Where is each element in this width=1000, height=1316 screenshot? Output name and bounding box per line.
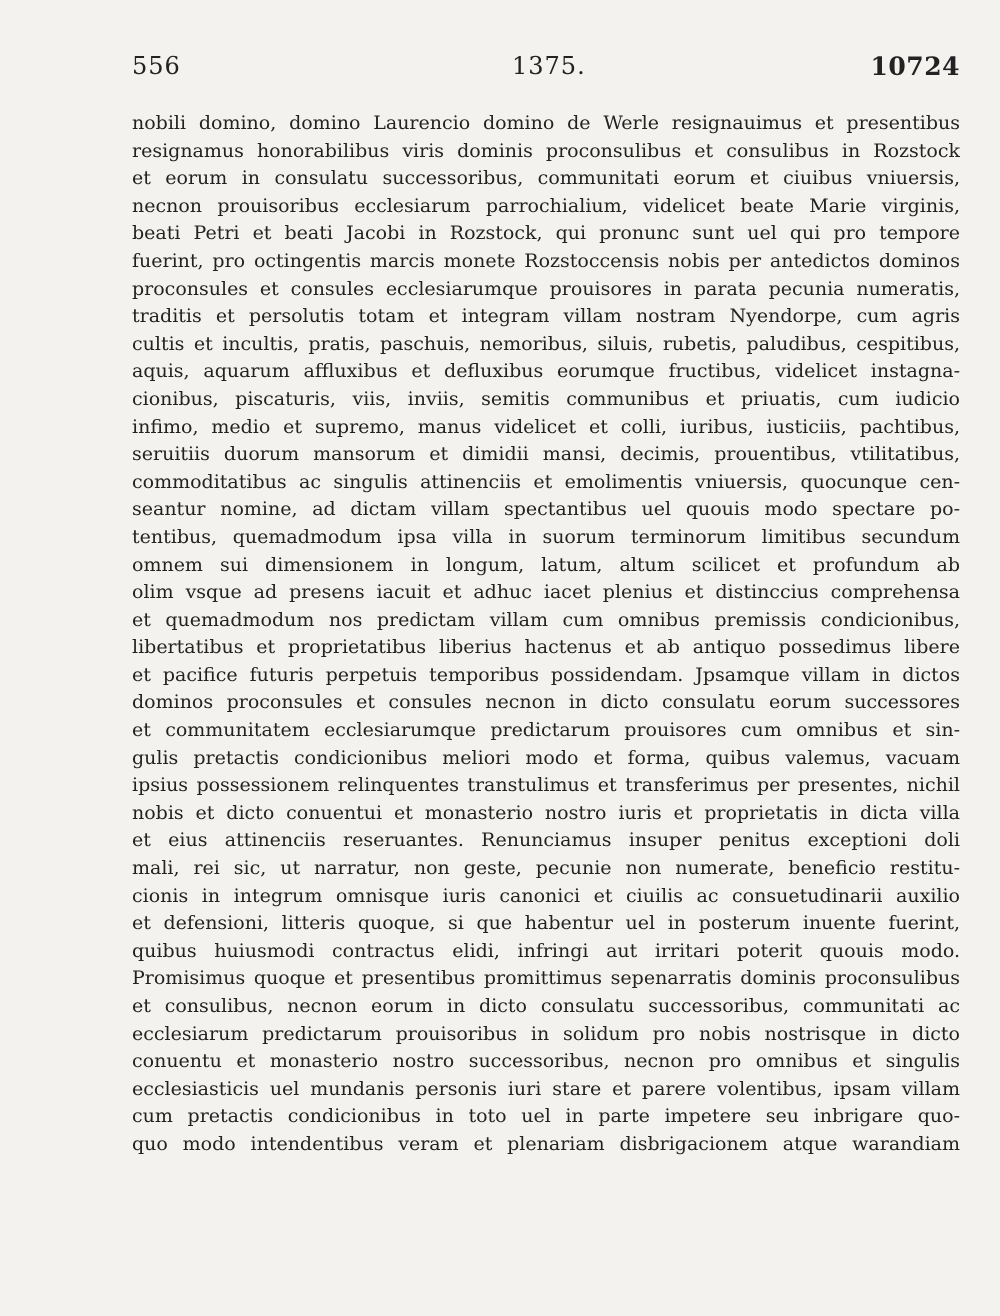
text-line: tentibus, quemadmodum ipsa villa in suorum terminorum limitibus secundum [132,525,960,548]
text-line: et communitatem ecclesiarumque predictarum prouisores cum omnibus et sin- [132,719,960,742]
text-line: conuentu et monasterio nostro successoribus, necnon pro omnibus et singulis [132,1050,960,1073]
text-line: fuerint, pro octingentis marcis monete Rozstoccensis nobis per antedictos dominos [132,249,960,272]
text-line: infimo, medio et supremo, manus videlicet et colli, iuribus, iusticiis, pachtibus, [132,415,960,438]
text-line: dominos proconsules et consules necnon in dicto consulatu eorum successores [132,691,960,714]
text-line: seantur nomine, ad dictam villam spectantibus uel quouis modo spectare po- [132,498,960,521]
text-line: cum pretactis condicionibus in toto uel in parte impetere seu inbrigare quo- [132,1105,960,1128]
text-line: olim vsque ad presens iacuit et adhuc iacet plenius et distinccius comprehensa [132,581,960,604]
text-line: gulis pretactis condicionibus meliori modo et forma, quibus valemus, vacuam [132,746,960,769]
page-number: 556 [132,52,181,80]
text-line: omnem sui dimensionem in longum, latum, altum scilicet et profundum ab [132,553,960,576]
text-line: necnon prouisoribus ecclesiarum parrochialium, videlicet beate Marie virginis, [132,194,960,217]
text-line: ecclesiarum predictarum prouisoribus in solidum pro nobis nostrisque in dicto [132,1022,960,1045]
text-line: mali, rei sic, ut narratur, non geste, pecunie non numerate, beneficio restitu- [132,857,960,880]
text-line: et consulibus, necnon eorum in dicto consulatu successoribus, communitati ac [132,995,960,1017]
text-line: nobili domino, domino Laurencio domino de Werle resignauimus et presentibus [132,112,960,134]
text-line: nobis et dicto conuentui et monasterio nostro iuris et proprietatis in dicta villa [132,801,960,824]
text-line: commoditatibus ac singulis attinenciis et emolimentis vniuersis, quocunque cen- [132,470,960,493]
text-line: cionibus, piscaturis, viis, inviis, semitis communibus et priuatis, cum iudicio [132,387,960,410]
body-text [132,110,960,1159]
text-line: quibus huiusmodi contractus elidi, infringi aut irritari poterit quouis modo. [132,939,960,962]
text-line: resignamus honorabilibus viris dominis proconsulibus et consulibus in Rozstock [132,139,960,162]
text-line: cionis in integrum omnisque iuris canonici et ciuilis ac consuetudinarii auxilio [132,884,960,907]
text-line: beati Petri et beati Jacobi in Rozstock, qui pronunc sunt uel qui pro tempore [132,222,960,245]
text-line: quo modo intendentibus veram et plenariam disbrigacionem atque warandiam [132,1132,960,1155]
document-number: 10724 [870,52,960,81]
text-line: seruitiis duorum mansorum et dimidii mansi, decimis, prouentibus, vtilitatibus, [132,443,960,466]
text-line: aquis, aquarum affluxibus et defluxibus eorumque fructibus, videlicet instagna- [132,360,960,383]
text-line: Promisimus quoque et presentibus promittimus sepenarratis dominis proconsulibus [132,967,960,990]
page-year: 1375. [512,52,586,80]
text-line: ipsius possessionem relinquentes transtulimus et transferimus per presentes, nichil [132,774,960,797]
text-line: et eius attinenciis reseruantes. Renunciamus insuper penitus exceptioni doli [132,829,960,852]
text-line: proconsules et consules ecclesiarumque prouisores in parata pecunia numeratis, [132,277,960,300]
text-line: cultis et incultis, pratis, paschuis, nemoribus, siluis, rubetis, paludibus, cespitibus, [132,332,960,355]
text-line: ecclesiasticis uel mundanis personis iuri stare et parere volentibus, ipsam villam [132,1077,960,1100]
text-line: traditis et persolutis totam et integram villam nostram Nyendorpe, cum agris [132,305,960,328]
text-line: et quemadmodum nos predictam villam cum omnibus premissis condicionibus, [132,608,960,631]
page-header [132,52,960,84]
text-line: et defensioni, litteris quoque, si que habentur uel in posterum inuente fuerint, [132,912,960,935]
text-line: et eorum in consulatu successoribus, communitati eorum et ciuibus vniuersis, [132,167,960,190]
text-line: libertatibus et proprietatibus liberius hactenus et ab antiquo possedimus libere [132,636,960,659]
text-line: et pacifice futuris perpetuis temporibus possidendam. Jpsamque villam in dictos [132,663,960,686]
